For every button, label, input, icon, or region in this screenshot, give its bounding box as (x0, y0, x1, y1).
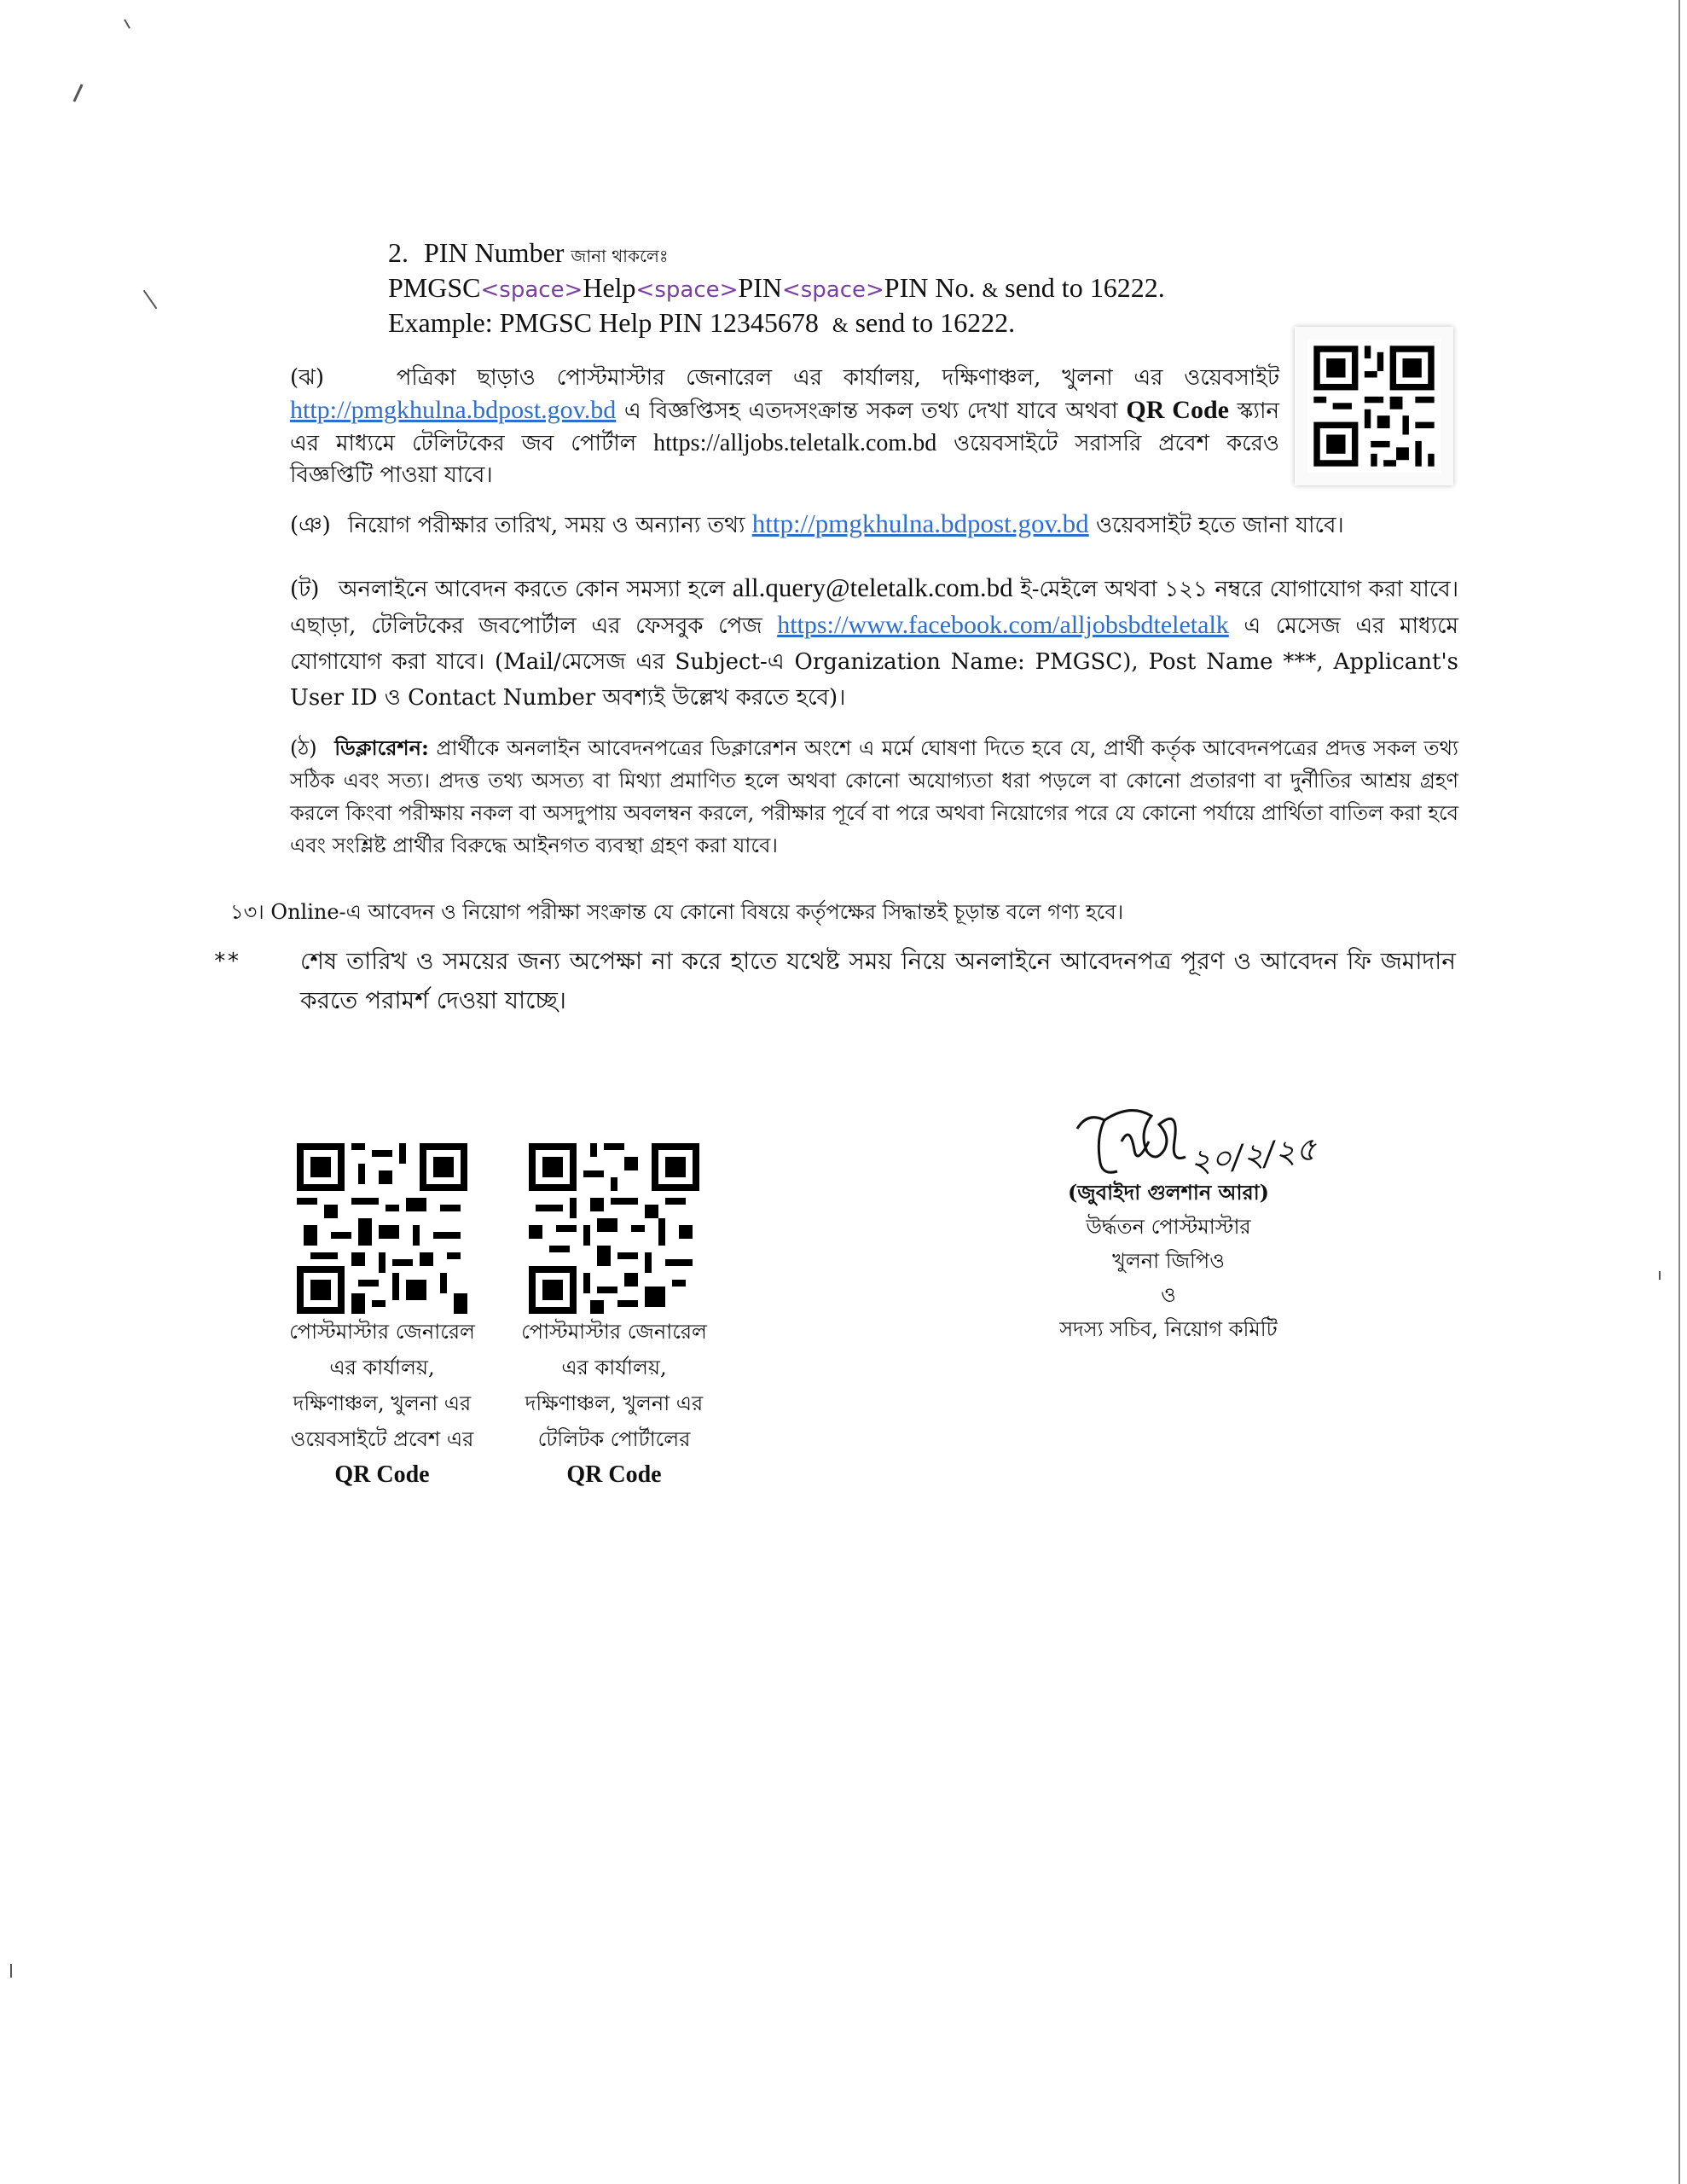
qr-code-icon (297, 1143, 467, 1314)
declaration-label: ডিক্লারেশন: (334, 735, 429, 760)
para-jha (290, 363, 1279, 491)
qr-block-teletalk (503, 1143, 725, 1493)
qr-caption-line-2: এর কার্যালয়, (561, 1356, 667, 1380)
qr-caption-label: QR Code (566, 1461, 662, 1488)
space-token: <space> (781, 277, 884, 303)
para-marker: (ট) (290, 577, 320, 602)
page-edge-line (1678, 0, 1680, 2184)
pmg-website-link[interactable]: http://pmgkhulna.bdpost.gov.bd (290, 396, 617, 424)
signatory-title-2: খুলনা জিপিও (1112, 1249, 1225, 1273)
para-ta-text-2: ই-মেইলে অথবা ১২১ নম্বরে যোগাযোগ করা যাবে। এছাড়া, টেলিটকের জবপোর্টাল এর ফেসবুক পেজ (290, 577, 1459, 639)
scan-speck (143, 290, 158, 309)
teletalk-portal-url: https://alljobs.teletalk.com.bd (653, 430, 937, 456)
sms-keyword-help: Help (583, 272, 636, 303)
para-marker: (ঞ) (290, 513, 331, 538)
para-jha-text-3: স্ক্যান এর মাধ্যমে টেলিটকের জব পোর্টাল (290, 398, 1280, 456)
sms-keyword-pin: PIN (738, 272, 782, 303)
para-jha-text-2: এ বিজ্ঞপ্তিসহ এতদসংক্রান্ত সকল তথ্য দেখা যাবে অথবা (623, 398, 1118, 424)
pin-sms-format (388, 272, 1326, 307)
signature-date: ২০/২/২৫ (1187, 1130, 1319, 1181)
signature-image (1070, 1090, 1190, 1184)
signatory-conjunction: ও (1161, 1283, 1176, 1307)
pmg-website-link[interactable]: http://pmgkhulna.bdpost.gov.bd (751, 508, 1089, 538)
scan-speck (72, 84, 83, 102)
support-email[interactable]: all.query@teletalk.com.bd (732, 572, 1013, 602)
example-send: send to 16222. (855, 307, 1016, 338)
para-jha-text-1: পত্রিকা ছাড়াও পোস্টমাস্টার জেনারেল এর কার্যালয়, দক্ষিণাঞ্চল, খুলনা এর ওয়েবসাইট (396, 365, 1279, 391)
item-13 (230, 896, 1493, 928)
sms-amp: & (982, 280, 999, 302)
scan-speck (1659, 1271, 1661, 1280)
note-text: শেষ তারিখ ও সময়ের জন্য অপেক্ষা না করে হাতে যথেষ্ট সময় নিয়ে অনলাইনে আবেদনপত্র পূরণ ও আবেদন ফি জমাদান করতে পরামর্শ দেওয়া যাচ্ছে। (300, 947, 1456, 1014)
pin-item-number: 2. (388, 237, 409, 268)
sms-send-to: send to 16222. (1005, 272, 1165, 303)
qr-caption-line-1: পোস্টমাস্টার জেনারেল (289, 1320, 475, 1344)
pin-heading-bn: জানা থাকলেঃ (571, 246, 669, 266)
pin-heading (388, 237, 1326, 272)
sms-keyword-pmgsc: PMGSC (388, 272, 481, 303)
qr-caption-line-1: পোস্টমাস্টার জেনারেল (521, 1320, 707, 1344)
example-text: Example: PMGSC Help PIN 12345678 (388, 307, 819, 338)
pin-heading-en: PIN Number (424, 237, 565, 268)
facebook-page-link[interactable]: https://www.facebook.com/alljobsbdteletalk (777, 611, 1229, 639)
para-ta-text-1: অনলাইনে আবেদন করতে কোন সমস্যা হলে (339, 577, 726, 602)
sms-keyword-pin-no: PIN No. (884, 272, 976, 303)
qr-code-icon (1295, 327, 1453, 485)
qr-code-image (529, 1143, 699, 1314)
para-jha-text-4: ওয়েবসাইটে সরাসরি প্রবেশ করেও বিজ্ঞপ্তিটি পাওয়া যাবে। (290, 431, 1280, 488)
qr-code-image (297, 1143, 467, 1314)
qr-caption-line-4: টেলিটক পোর্টালের (537, 1427, 691, 1451)
qr-code-label: QR Code (1126, 396, 1229, 424)
signatory-title-3: সদস্য সচিব, নিয়োগ কমিটি (1059, 1317, 1278, 1341)
qr-caption-line-2: এর কার্যালয়, (329, 1356, 435, 1380)
note-marker: ** (213, 949, 241, 974)
signature-scribble-icon (1070, 1090, 1190, 1184)
para-marker: (ঠ) (290, 736, 317, 760)
scan-speck (10, 1964, 12, 1978)
para-ta-text-3: এ মেসেজ এর মাধ্যমে যোগাযোগ করা যাবে। (Mail/মেসেজ এর Subject-এ Organization Name: PMGSC), Post Name ***, Applicant's User ID ও Contact Number অবশ্যই উল্লেখ করতে হবে)। (290, 613, 1458, 711)
qr-code-image-top (1295, 327, 1453, 485)
item-13-number: ১৩। (230, 900, 264, 924)
para-ta (290, 570, 1458, 716)
para-marker: (ঝ) (290, 365, 324, 391)
space-token: <space> (635, 277, 739, 303)
para-nya (290, 508, 1348, 542)
pin-example (388, 307, 1326, 342)
example-amp: & (832, 315, 849, 337)
declaration-text: প্রার্থীকে অনলাইন আবেদনপত্রের ডিক্লারেশন অংশে এ মর্মে ঘোষণা দিতে হবে যে, প্রার্থী কর্তৃক আবেদনপত্রের প্রদত্ত সকল তথ্য সঠিক এবং সত্য। প্রদত্ত তথ্য অসত্য বা মিথ্যা প্রমাণিত হলে অথবা কোনো অযোগ্যতা ধরা পড়লে বা কোনো প্রতারণা বা দুর্নীতির আশ্রয় গ্রহণ করলে কিংবা পরীক্ষায় নকল বা অসদুপায় অবলম্বন করলে, পরীক্ষার পূর্বে বা পরে অথবা নিয়োগের পরে যে কোনো পর্যায়ে প্রার্থিতা বাতিল করা হবে এবং সংশ্লিষ্ট প্রার্থীর বিরুদ্ধে আইনগত ব্যবস্থা গ্রহণ করা যাবে। (290, 736, 1458, 857)
qr-caption-label: QR Code (334, 1461, 430, 1488)
qr-caption (503, 1314, 725, 1493)
scan-speck (124, 19, 130, 28)
signatory-title-1: উর্দ্ধতন পোস্টমাস্টার (1086, 1215, 1251, 1239)
signatory-name: (জুবাইদা গুলশান আরা) (1067, 1180, 1270, 1205)
para-nya-text-2: ওয়েবসাইট হতে জানা যাবে। (1095, 513, 1344, 538)
space-token: <space> (480, 277, 583, 303)
pin-section (388, 237, 1326, 342)
qr-caption-line-3: দক্ষিণাঞ্চল, খুলনা এর (525, 1391, 704, 1415)
qr-block-website (271, 1143, 493, 1493)
qr-caption (271, 1314, 493, 1493)
para-tha (290, 732, 1458, 862)
qr-caption-line-4: ওয়েবসাইটে প্রবেশ এর (290, 1427, 474, 1451)
item-13-text: Online-এ আবেদন ও নিয়োগ পরীক্ষা সংক্রান্ত যে কোনো বিষয়ে কর্তৃপক্ষের সিদ্ধান্তই চূড়ান্ত বলে গণ্য হবে। (270, 900, 1124, 924)
signatory-block (1006, 1176, 1330, 1346)
para-nya-text-1: নিয়োগ পরীক্ষার তারিখ, সময় ও অন্যান্য তথ্য (348, 513, 745, 538)
qr-caption-line-3: দক্ষিণাঞ্চল, খুলনা এর (293, 1391, 472, 1415)
qr-code-icon (529, 1143, 699, 1314)
